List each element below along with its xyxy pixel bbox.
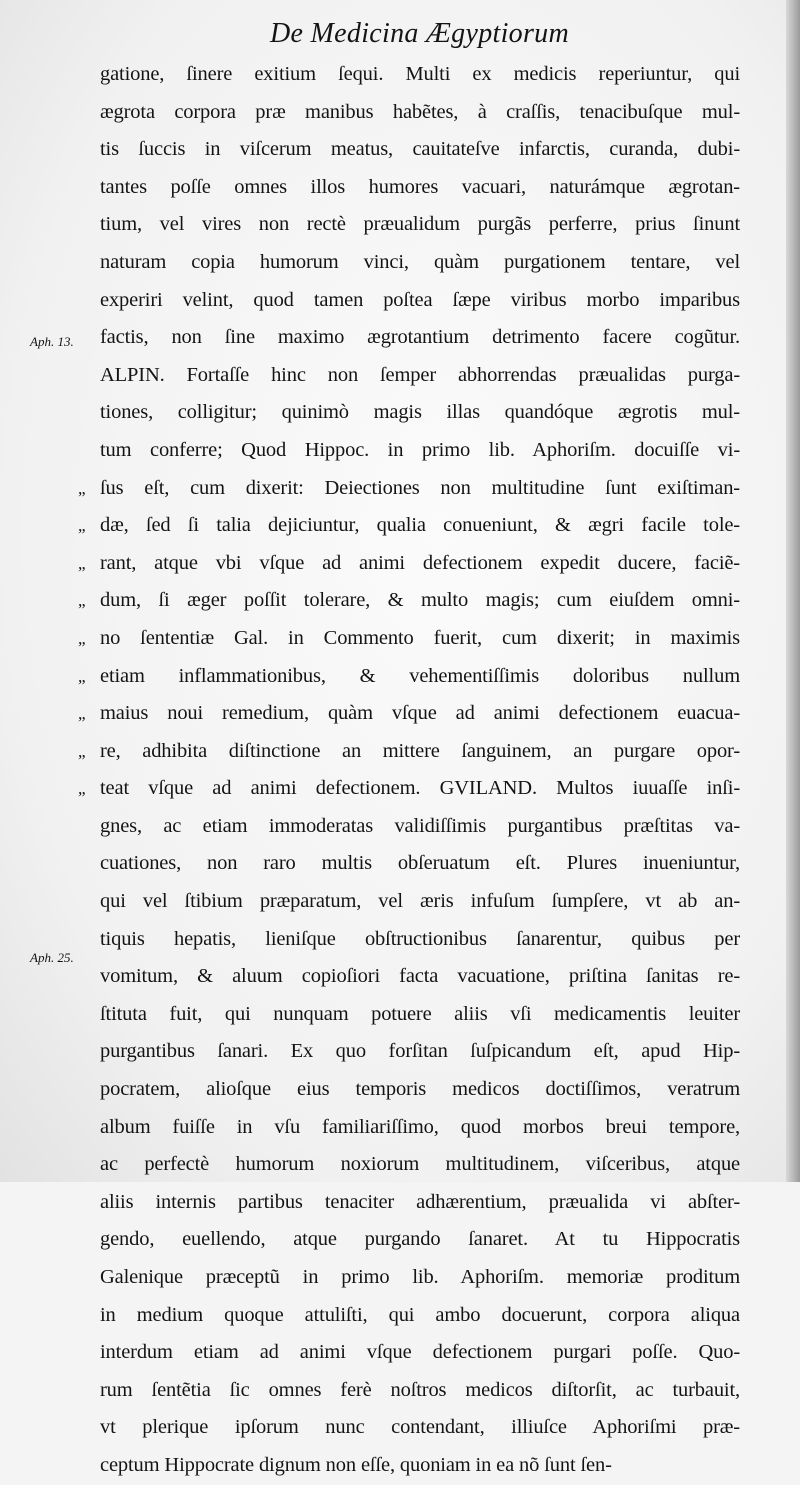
text-line: gnes, ac etiam immoderatas validiſſimis purgantibus præſtitas va- <box>100 814 740 837</box>
text-line: dæ, ſed ſi talia dejiciuntur, qualia conueniunt, & ægri facile tole- <box>100 514 740 537</box>
quote-mark: „ <box>78 628 86 648</box>
text-line: ſtituta fuit, qui nunquam potuere aliis vſi medicamentis leuiter <box>100 1002 740 1025</box>
text-line: rum ſentẽtia ſic omnes ferè noſtros medicos diſtorſit, ac turbauit, <box>100 1378 740 1401</box>
quotation-marks-column <box>78 56 100 1485</box>
text-line: naturam copia humorum vinci, quàm purgationem tentare, vel <box>100 250 740 273</box>
quote-mark: „ <box>78 741 86 761</box>
quote-mark: „ <box>78 553 86 573</box>
text-line: teat vſque ad animi defectionem. GVILAND. Multos iuuaſſe inſi- <box>100 777 740 800</box>
page-edge-shadow <box>786 0 800 1182</box>
text-line: rant, atque vbi vſque ad animi defectionem expedit ducere, faciẽ- <box>100 551 740 574</box>
text-line: tiquis hepatis, lieniſque obſtructionibus ſanarentur, quibus per <box>100 927 740 950</box>
text-line: gatione, ſinere exitium ſequi. Multi ex medicis reperiuntur, qui <box>100 63 740 85</box>
text-line: in medium quoque attuliſti, qui ambo docuerunt, corpora aliqua <box>100 1303 740 1326</box>
text-line: etiam inflammationibus, & vehementiſſimis doloribus nullum <box>100 664 740 687</box>
text-line: dum, ſi æger poſſit tolerare, & multo magis; cum eiuſdem omni- <box>100 589 740 612</box>
text-line: ægrota corpora præ manibus habẽtes, à craſſis, tenacibuſque mul- <box>100 100 740 123</box>
text-line: no ſententiæ Gal. in Commento fuerit, cum dixerit; in maximis <box>100 626 740 649</box>
running-head: De Medicina Ægyptiorum <box>270 18 569 49</box>
text-line: Galenique præceptũ in primo lib. Aphoriſm. memoriæ proditum <box>100 1266 740 1288</box>
text-line: factis, non ſine maximo ægrotantium detrimento facere cogũtur. <box>100 326 740 349</box>
text-line: gendo, euellendo, atque purgando ſanaret. At tu Hippocratis <box>100 1228 740 1251</box>
quote-mark: „ <box>78 779 86 799</box>
text-line: ALPIN. Fortaſſe hinc non ſemper abhorrendas præualidas purga- <box>100 363 740 386</box>
text-line: pocratem, alioſque eius temporis medicos doctiſſimos, veratrum <box>100 1078 740 1101</box>
text-line: album fuiſſe in vſu familiariſſimo, quod morbos breui tempore, <box>100 1115 740 1138</box>
text-line: experiri velint, quod tamen poſtea ſæpe viribus morbo imparibus <box>100 288 740 311</box>
text-line: ceptum Hippocrate dignum non eſſe, quoniam in ea nõ ſunt ſen- <box>100 1453 612 1476</box>
margin-note-aph-13: Aph. 13. <box>30 334 74 349</box>
text-line: maius noui remedium, quàm vſque ad animi defectionem euacua- <box>100 702 740 725</box>
text-line: tis ſuccis in viſcerum meatus, cauitateſve infarctis, curanda, dubi- <box>100 138 740 161</box>
text-line: ac perfectè humorum noxiorum multitudinem, viſceribus, atque <box>100 1153 740 1176</box>
text-line: cuationes, non raro multis obſeruatum eſt. Plures inueniuntur, <box>100 852 740 875</box>
margin-note-aph-25: Aph. 25. <box>30 950 74 965</box>
text-line: purgantibus ſanari. Ex quo forſitan ſuſpicandum eſt, apud Hip- <box>100 1040 740 1063</box>
text-line: tiones, colligitur; quinimò magis illas quandóque ægrotis mul- <box>100 401 740 424</box>
quote-mark: „ <box>78 591 86 611</box>
quote-mark: „ <box>78 704 86 724</box>
text-line: interdum etiam ad animi vſque defectionem purgari poſſe. Quo- <box>100 1341 740 1364</box>
quote-mark: „ <box>78 666 86 686</box>
text-line: ſus eſt, cum dixerit: Deiectiones non multitudine ſunt exiſtiman- <box>100 476 740 499</box>
text-line: tantes poſſe omnes illos humores vacuari, naturámque ægrotan- <box>100 175 740 198</box>
text-line: tum conferre; Quod Hippoc. in primo lib. Aphoriſm. docuiſſe vi- <box>100 438 740 461</box>
quote-mark: „ <box>78 478 86 498</box>
body-text <box>100 56 740 1485</box>
text-line: tium, vel vires non rectè præualidum purgãs perferre, prius ſinunt <box>100 213 740 236</box>
text-line: vomitum, & aluum copioſiori facta vacuatione, priſtina ſanitas re- <box>100 965 740 988</box>
text-line: aliis internis partibus tenaciter adhærentium, præualida vi abſter- <box>100 1190 740 1213</box>
text-line: qui vel ſtibium præparatum, vel æris infuſum ſumpſere, vt ab an- <box>100 890 740 913</box>
quote-mark: „ <box>78 516 86 536</box>
text-line: re, adhibita diſtinctione an mittere ſanguinem, an purgare opor- <box>100 739 740 762</box>
text-line: vt plerique ipſorum nunc contendant, illiuſce Aphoriſmi præ- <box>100 1416 740 1439</box>
